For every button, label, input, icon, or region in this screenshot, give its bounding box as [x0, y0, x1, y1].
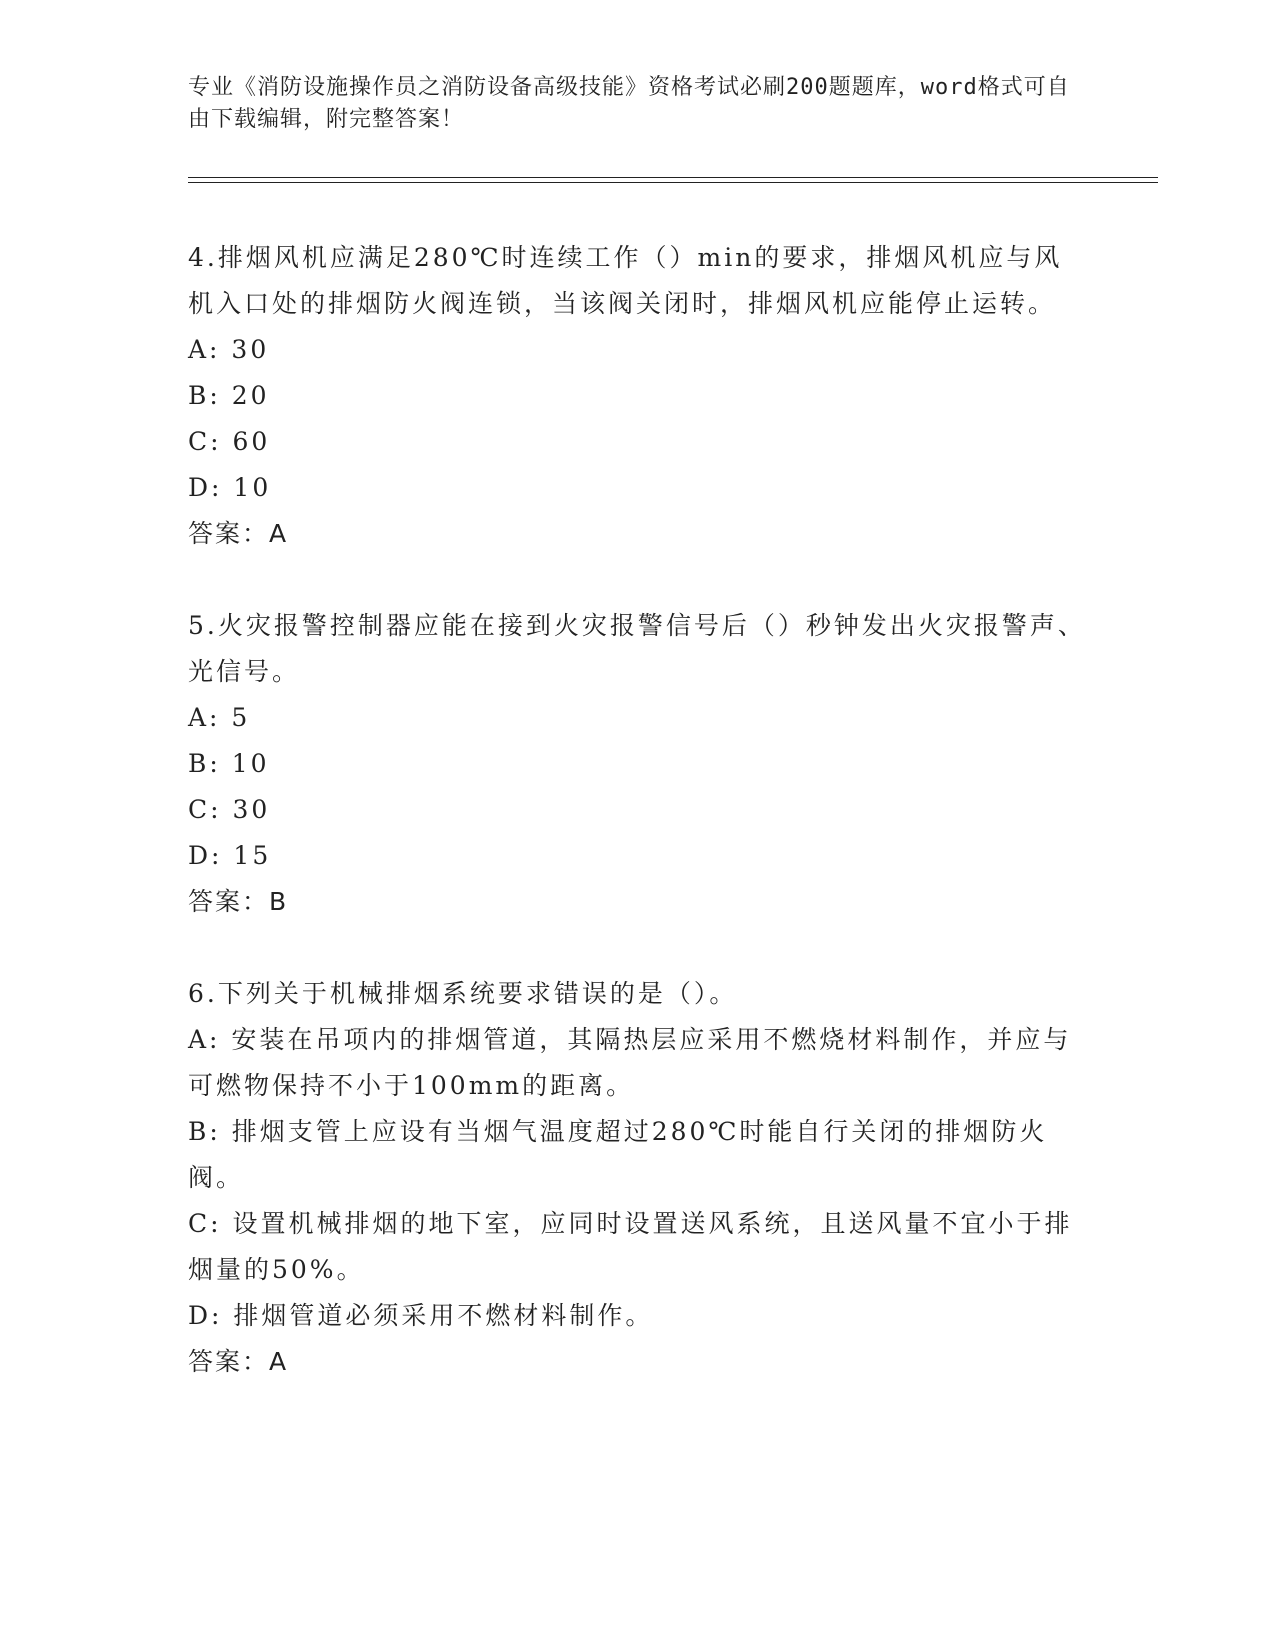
option-d: D: 排烟管道必须采用不燃材料制作。 [188, 1301, 654, 1330]
question-text: 4.排烟风机应满足280℃时连续工作（）min的要求，排烟风机应与风机入口处的排烟防火阀连锁，当该阀关闭时，排烟风机应能停止运转。 [188, 243, 1063, 318]
answer-label: 答案：A [188, 519, 289, 548]
header-divider-top [188, 177, 1158, 178]
option-c: C: 30 [188, 795, 271, 824]
answer-label: 答案：B [188, 887, 289, 916]
document-header: 专业《消防设施操作员之消防设备高级技能》资格考试必刷200题题库，word格式可自由下载编辑，附完整答案！ [188, 75, 1070, 132]
option-d: D: 10 [188, 473, 272, 502]
option-d: D: 15 [188, 841, 272, 870]
header-divider-bottom [188, 182, 1158, 183]
option-b: B: 10 [188, 749, 270, 778]
question-5 [188, 603, 1088, 925]
option-c: C: 60 [188, 427, 271, 456]
option-a: A: 5 [188, 703, 251, 732]
question-list [188, 235, 1088, 1431]
option-b: B: 排烟支管上应设有当烟气温度超过280℃时能自行关闭的排烟防火阀。 [188, 1117, 1048, 1192]
answer-label: 答案：A [188, 1347, 289, 1376]
option-a: A: 安装在吊项内的排烟管道，其隔热层应采用不燃烧材料制作，并应与可燃物保持不小于100mm的距离。 [188, 1025, 1072, 1100]
option-c: C: 设置机械排烟的地下室，应同时设置送风系统，且送风量不宜小于排烟量的50%。 [188, 1209, 1073, 1284]
question-4 [188, 235, 1088, 557]
option-a: A: 30 [188, 335, 270, 364]
question-6 [188, 971, 1088, 1385]
question-text: 6.下列关于机械排烟系统要求错误的是（）。 [188, 979, 738, 1008]
question-text: 5.火灾报警控制器应能在接到火灾报警信号后（）秒钟发出火灾报警声、光信号。 [188, 611, 1086, 686]
option-b: B: 20 [188, 381, 270, 410]
